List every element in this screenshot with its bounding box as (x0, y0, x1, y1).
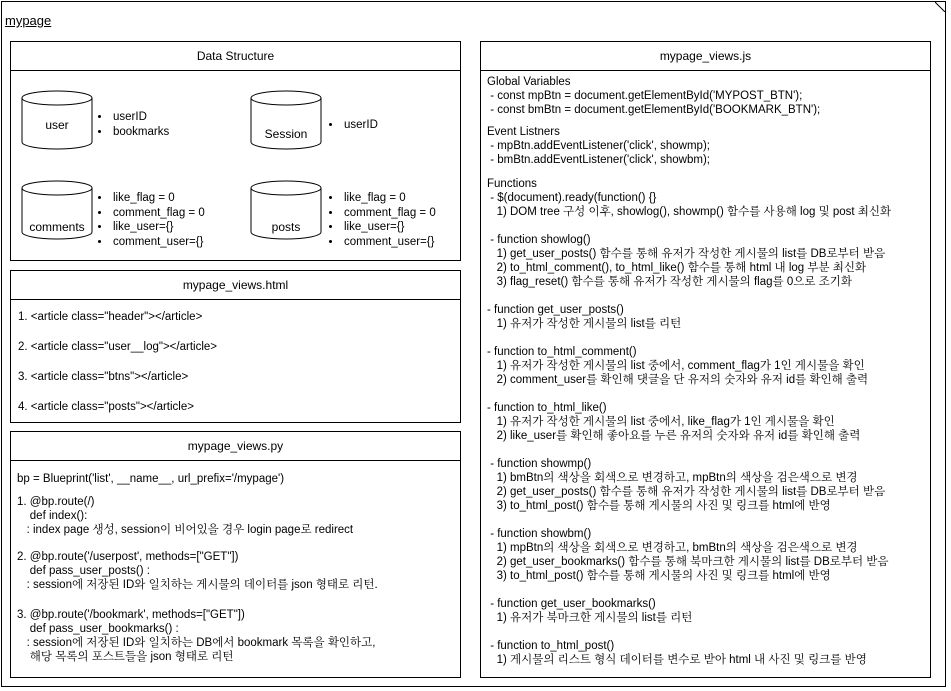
js-line: 1) 유저가 작성한 게시물의 list 중에서, like_flag가 1인 게시물을 확인 (487, 416, 835, 428)
html-file-box (10, 270, 461, 423)
user-db-cylinder (21, 90, 93, 150)
js-line: 2) comment_user를 확인해 댓글을 단 유저의 숫자와 유저 id를 확인해 출력 (487, 374, 869, 386)
py-file-box (10, 431, 461, 678)
py-line: : index page 생성, session이 비어있을 경우 login page로 redirect (17, 524, 354, 536)
database-icon (250, 90, 322, 150)
field-item: • comment_user={} (342, 235, 436, 250)
js-line: 2) to_html_comment(), to_html_like() 함수를 통해 html 내 log 부분 최신화 (487, 262, 867, 274)
data-structure-box (10, 41, 461, 261)
field-item: • like_flag = 0 (111, 191, 205, 206)
js-line: - function get_user_posts() (487, 304, 624, 316)
js-file-title: mypage_views.js (481, 42, 930, 71)
js-line: 2) get_user_bookmarks() 함수를 통해 북마크한 게시물의 list를 DB로부터 받음 (487, 556, 889, 568)
field-item: • comment_flag = 0 (111, 206, 205, 221)
html-line: 1. <article class="header"></article> (18, 311, 203, 323)
field-item: • like_user={} (111, 220, 205, 235)
js-line: 2) get_user_posts() 함수를 통해 유저가 작성한 게시물의 list를 DB로부터 받음 (487, 486, 886, 498)
field-item: • bookmarks (111, 125, 169, 140)
js-line: 3) to_html_post() 함수를 통해 게시물의 사진 및 링크를 html에 반영 (487, 570, 831, 582)
py-line: : session에 저장된 ID와 일치하는 게시물의 데이터를 json 형태로 리턴. (17, 579, 378, 591)
html-line: 4. <article class="posts"></article> (18, 401, 194, 413)
store-name: comments (29, 220, 85, 234)
page-fold-icon (935, 2, 945, 12)
py-line: : session에 저장된 ID와 일치하는 DB에서 bookmark 목록을 확인하고, (17, 637, 376, 649)
field-item: • like_user={} (342, 220, 436, 235)
page-title: mypage (5, 13, 52, 28)
field-item: • like_flag = 0 (342, 191, 436, 206)
js-line: 3) to_html_post() 함수를 통해 게시물의 사진 및 링크를 html에 반영 (487, 500, 831, 512)
js-line: - function to_html_like() (487, 402, 607, 414)
js-file-box (480, 41, 931, 678)
field-item: • comment_flag = 0 (342, 206, 436, 221)
js-line: - const mpBtn = document.getElementById('MYPOST_BTN'); (487, 90, 803, 102)
js-line: - $(document).ready(function() {} (487, 192, 657, 204)
js-line: - mpBtn.addEventListener('click', showmp); (487, 140, 710, 152)
posts-fields (328, 191, 436, 249)
html-line: 2. <article class="user__log"></article> (18, 341, 217, 353)
js-line: - function to_html_post() (487, 640, 615, 652)
js-line: 1) 게시물의 리스트 형식 데이터를 변수로 받아 html 내 사진 및 링크를 반영 (487, 654, 867, 666)
js-line: 1) bmBtn의 색상을 회색으로 변경하고, mpBtn의 색상을 검은색으로 변경 (487, 472, 858, 484)
js-section-heading: Event Listners (487, 126, 560, 138)
js-line: - function showmp() (487, 458, 592, 470)
js-line: 1) DOM tree 구성 이후, showlog(), showmp() 함수를 사용해 log 및 post 최신화 (487, 206, 892, 218)
field-item: • comment_user={} (111, 235, 205, 250)
py-file-title: mypage_views.py (11, 432, 460, 461)
js-line: - function get_user_bookmarks() (487, 598, 656, 610)
py-line: 1. @bp.route(/) (17, 496, 95, 508)
py-line: def pass_user_posts() : (17, 565, 150, 577)
js-line: - function to_html_comment() (487, 346, 637, 358)
js-section-heading: Global Variables (487, 76, 571, 88)
field-item: • userID (111, 110, 169, 125)
store-name: user (45, 118, 69, 132)
js-line: - const bmBtn = document.getElementById('BOOKMARK_BTN'); (487, 104, 821, 116)
js-line: 1) 유저가 북마크한 게시물의 list를 리턴 (487, 612, 693, 624)
posts-db-cylinder (250, 180, 322, 240)
py-line: 3. @bp.route('/bookmark', methods=["GET"]) (17, 609, 245, 621)
js-line: 3) flag_reset() 함수를 통해 유저가 작성한 게시물의 flag를 0으로 조기화 (487, 276, 852, 288)
js-line: 1) 유저가 작성한 게시물의 list를 리턴 (487, 318, 682, 330)
html-file-title: mypage_views.html (11, 271, 460, 300)
py-line: 2. @bp.route('/userpost', methods=["GET"]) (17, 551, 239, 563)
store-name: Session (264, 127, 308, 141)
py-line: bp = Blueprint('list', __name__, url_prefix='/mypage') (17, 473, 285, 485)
js-line: - function showbm() (487, 528, 592, 540)
js-line: - function showlog() (487, 234, 591, 246)
py-line: 해당 목록의 포스트들을 json 형태로 리턴 (17, 651, 234, 663)
html-line: 3. <article class="btns"></article> (18, 371, 189, 383)
js-line: 1) 유저가 작성한 게시물의 list 중에서, comment_flag가 1인 게시물을 확인 (487, 360, 865, 372)
field-item: • userID (342, 118, 378, 133)
user-fields (97, 110, 169, 139)
js-section-heading: Functions (487, 178, 537, 190)
py-line: def pass_user_bookmarks() : (17, 623, 179, 635)
js-line: 1) get_user_posts() 함수를 통해 유저가 작성한 게시물의 list를 DB로부터 받음 (487, 248, 886, 260)
js-line: 2) like_user를 확인해 좋아요를 누른 유저의 숫자와 유저 id를 확인해 출력 (487, 430, 861, 442)
data-structure-title: Data Structure (11, 42, 460, 71)
session-db-cylinder (250, 90, 322, 150)
session-fields (328, 118, 378, 133)
js-line: 1) mpBtn의 색상을 회색으로 변경하고, bmBtn의 색상을 검은색으로 변경 (487, 542, 858, 554)
py-line: def index(): (17, 510, 88, 522)
js-line: - bmBtn.addEventListener('click', showbm); (487, 154, 710, 166)
comments-fields (97, 191, 205, 249)
comments-db-cylinder (21, 180, 93, 240)
store-name: posts (271, 220, 301, 234)
